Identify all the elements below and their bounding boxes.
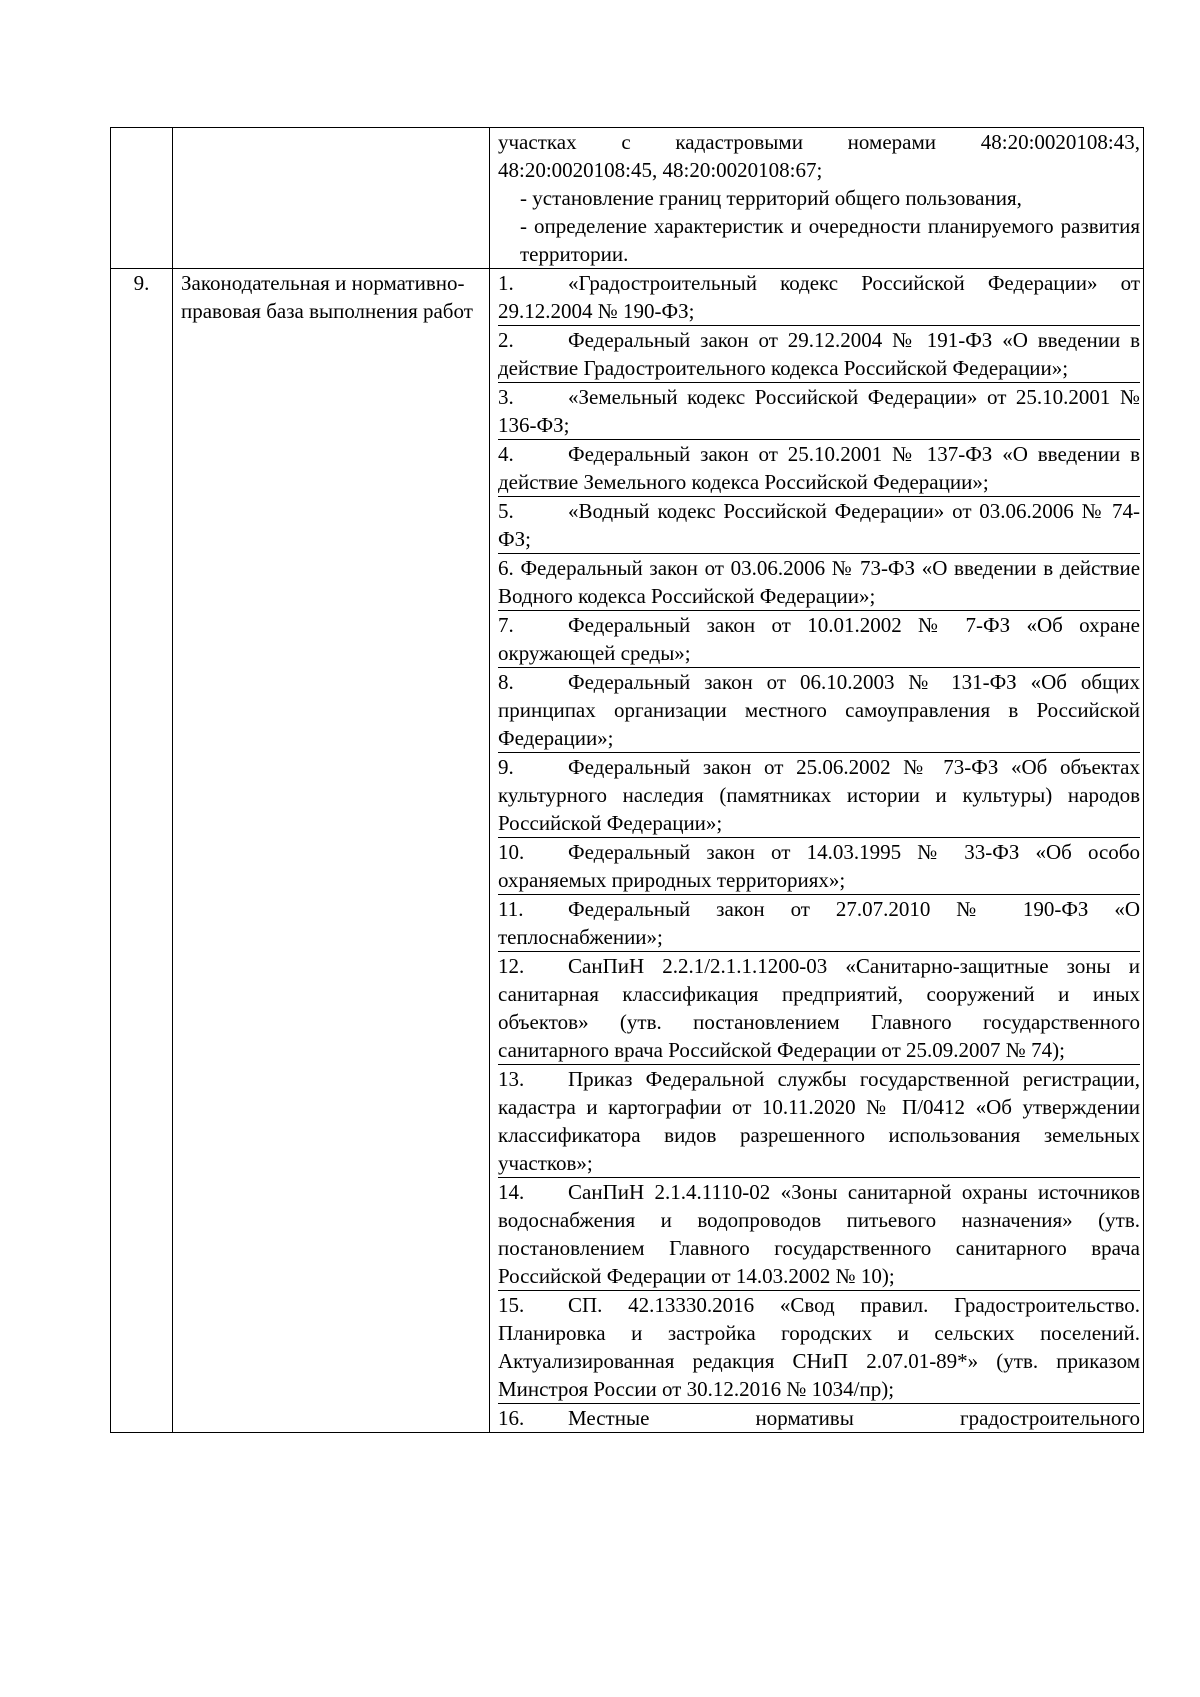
- list-item-text: Федеральный закон от 03.06.2006 № 73-ФЗ «О введении в действие Водного кодекса Российской Федерации»;: [498, 556, 1141, 608]
- list-item-number: 15.: [498, 1293, 525, 1317]
- list-item-number: 10.: [498, 840, 525, 864]
- list-item-number: 8.: [498, 670, 514, 694]
- list-item: [498, 611, 1140, 668]
- list-item: [498, 383, 1140, 440]
- list-item-number: 12.: [498, 954, 525, 978]
- list-item-number: 1.: [498, 271, 514, 295]
- list-item-text: Федеральный закон от 14.03.1995 № 33-ФЗ «Об особо охраняемых природных территориях»;: [498, 840, 1140, 892]
- list-item-number: 14.: [498, 1180, 525, 1204]
- list-item-text: Местные нормативы градостроительного: [568, 1406, 1140, 1430]
- list-item-text: Федеральный закон от 10.01.2002 № 7-ФЗ «Об охране окружающей среды»;: [498, 613, 1140, 665]
- list-item: [498, 440, 1140, 497]
- list-item: [498, 668, 1140, 753]
- list-item-number: 5.: [498, 499, 514, 523]
- list-item-number: 13.: [498, 1067, 525, 1091]
- list-item: [498, 269, 1140, 326]
- list-item: [498, 1404, 1140, 1432]
- content-paragraph: - установление границ территорий общего пользования,: [520, 186, 1022, 210]
- list-item-number: 11.: [498, 897, 524, 921]
- list-item-text: Федеральный закон от 25.06.2002 № 73-ФЗ «Об объектах культурного наследия (памятниках истории и культуры) народов Российской Федерации»;: [498, 755, 1140, 835]
- content-paragraph: участках с кадастровыми номерами 48:20:0020108:43, 48:20:0020108:45, 48:20:0020108:67;: [498, 130, 1140, 182]
- list-item-text: Федеральный закон от 25.10.2001 № 137-ФЗ «О введении в действие Земельного кодекса Российской Федерации»;: [498, 442, 1140, 494]
- list-item-number: 6.: [498, 556, 514, 580]
- list-item: [498, 1065, 1140, 1178]
- list-item-number: 4.: [498, 442, 514, 466]
- list-item-text: Федеральный закон от 27.07.2010 № 190-ФЗ «О теплоснабжении»;: [498, 897, 1140, 949]
- list-item-text: СанПиН 2.2.1/2.1.1.1200-03 «Санитарно-защитные зоны и санитарная классификация предприятий, сооружений и иных объектов» (утв. постановлением Главного государственного санитарного врача Российской Федерации от 25.09.2007 № 74);: [498, 954, 1140, 1062]
- list-item-text: СП. 42.13330.2016 «Свод правил. Градостроительство. Планировка и застройка городских и сельских поселений. Актуализированная редакция СНиП 2.07.01-89*» (утв. приказом Минстроя России от 30.12.2016 № 1034/пр);: [498, 1293, 1140, 1401]
- requirements-table: [110, 127, 1144, 1433]
- table-row-continued: [111, 128, 1144, 269]
- list-item-number: 2.: [498, 328, 514, 352]
- row-name-cell: Законодательная и нормативно-правовая база выполнения работ: [173, 269, 490, 1433]
- row-number-cell: [111, 128, 173, 269]
- list-item: [498, 1291, 1140, 1404]
- list-item-text: Федеральный закон от 29.12.2004 № 191-ФЗ «О введении в действие Градостроительного кодекса Российской Федерации»;: [498, 328, 1140, 380]
- list-item: [498, 753, 1140, 838]
- list-item: [498, 1178, 1140, 1291]
- row-name-cell: [173, 128, 490, 269]
- list-item-text: СанПиН 2.1.4.1110-02 «Зоны санитарной охраны источников водоснабжения и водопроводов питьевого назначения» (утв. постановлением Главного государственного санитарного врача Российской Федерации от 14.03.2002 № 10);: [498, 1180, 1140, 1288]
- legal-basis-list: [490, 269, 1144, 1433]
- list-item-text: «Земельный кодекс Российской Федерации» от 25.10.2001 № 136-ФЗ;: [498, 385, 1140, 437]
- row-number-cell: 9.: [111, 269, 173, 1433]
- list-item: [498, 952, 1140, 1065]
- list-item: [498, 895, 1140, 952]
- list-item-number: 9.: [498, 755, 514, 779]
- list-item: [498, 554, 1140, 611]
- list-item-number: 16.: [498, 1406, 525, 1430]
- list-item-number: 7.: [498, 613, 514, 637]
- list-item-text: «Градостроительный кодекс Российской Федерации» от 29.12.2004 № 190-ФЗ;: [498, 271, 1140, 323]
- list-item: [498, 326, 1140, 383]
- list-item-text: Приказ Федеральной службы государственной регистрации, кадастра и картографии от 10.11.2020 № П/0412 «Об утверждении классификатора видов разрешенного использования земельных участков»;: [498, 1067, 1140, 1175]
- row-content-cell: [490, 128, 1144, 269]
- list-item-text: Федеральный закон от 06.10.2003 № 131-ФЗ «Об общих принципах организации местного самоуправления в Российской Федерации»;: [498, 670, 1140, 750]
- list-item: [498, 497, 1140, 554]
- list-item-text: «Водный кодекс Российской Федерации» от 03.06.2006 № 74-ФЗ;: [498, 499, 1140, 551]
- table-row-9: [111, 269, 1144, 1433]
- content-paragraph: - определение характеристик и очередности планируемого развития территории.: [520, 214, 1140, 266]
- list-item: [498, 838, 1140, 895]
- list-item-number: 3.: [498, 385, 514, 409]
